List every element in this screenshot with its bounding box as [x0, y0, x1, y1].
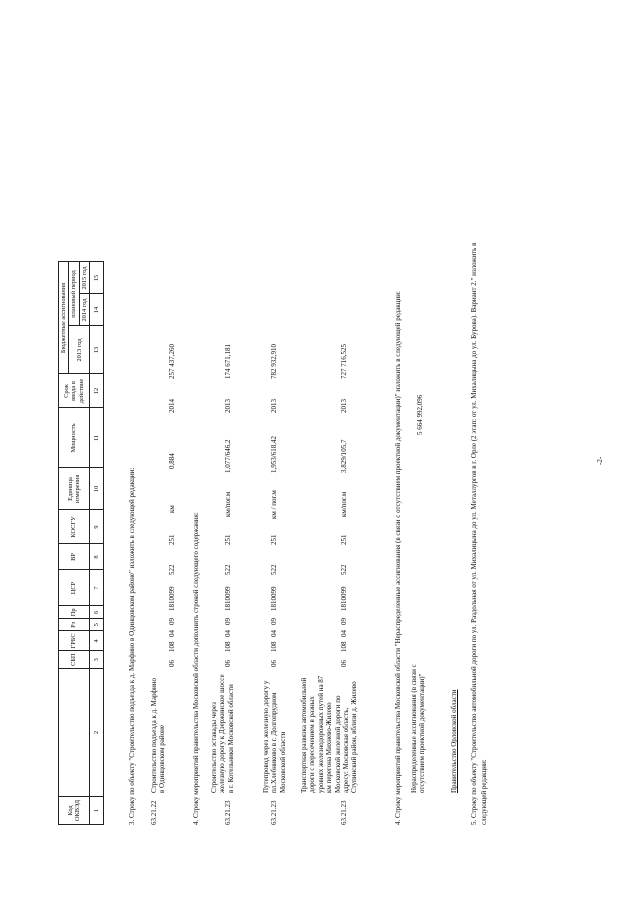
row-pr: 09	[270, 618, 278, 625]
row-capacity: 3,829/105,7	[340, 439, 348, 473]
header-kosgu: КОСГУ	[59, 510, 90, 544]
col-num: 7	[90, 570, 104, 606]
row-csr: 1810099	[340, 586, 348, 611]
row-kosgu: 251	[168, 534, 176, 545]
row-unit: км	[168, 505, 176, 513]
header-grbs: ГРБС	[59, 631, 90, 651]
row-grbs: 108	[270, 641, 278, 652]
row-name: Строительство подъезда к д. Марфино в Одинцовском районе	[150, 677, 167, 793]
header-rz: Рз	[59, 619, 90, 631]
col-num: 10	[90, 468, 104, 510]
row-sbp: 06	[224, 660, 232, 667]
header-okved: Код ОКВЭД	[59, 797, 90, 825]
header-2015: 2015 год	[79, 262, 89, 294]
col-num: 14	[90, 294, 104, 326]
header-2014: 2014 год	[79, 294, 89, 326]
row-sbp: 06	[270, 660, 278, 667]
col-num: 1	[90, 797, 104, 825]
col-num: 13	[90, 326, 104, 374]
col-num: 15	[90, 262, 104, 294]
row-unit: км/пог.м	[224, 491, 232, 517]
row-name: Транспортная развязка автомобильной дороги с пересечением в разных уровнях железнодорожных путей на 87 км перегона Михнево-Жилево Московской железной дороги по адресу: Московская область, Ступинский район, вблизи д. Жилево	[300, 675, 359, 793]
col-num: 11	[90, 408, 104, 468]
col-num: 3	[90, 651, 104, 669]
column-number-row	[90, 262, 104, 825]
row-unit: км / пог.м	[270, 490, 278, 519]
row-csr: 1810099	[224, 586, 232, 611]
row-rz: 04	[168, 630, 176, 637]
col-num: 12	[90, 374, 104, 408]
orel-heading: Правительство Орловской области	[450, 689, 458, 793]
col-num: 2	[90, 669, 104, 797]
row-pr: 09	[340, 618, 348, 625]
row-pr: 09	[168, 618, 176, 625]
row-csr: 1810099	[270, 586, 278, 611]
row-vr: 522	[340, 564, 348, 575]
row-name: Строительство эстакады через железную дорогу к Дзержинское шоссе в г. Котельники Московской области	[210, 674, 235, 793]
section-5-line-2: следующей редакции:	[480, 759, 488, 825]
section-5-line-1: 5. Строку по объекту "Строительство автомобильной дороги по ул. Раздольная от ул. Михалицына до ул. Металлургов в г. Орле (2 этап: от ул. Михалицына до ул. Бурова). Вариант 2." изложить в	[470, 242, 478, 825]
header-row-1	[59, 262, 69, 825]
row-kosgu: 251	[224, 534, 232, 545]
col-num: 9	[90, 510, 104, 544]
row-2013: 174 671,181	[224, 344, 232, 379]
header-budget: Бюджетные ассигнования	[59, 262, 69, 374]
row-2013: 727 716,525	[340, 344, 348, 379]
header-unit: Единица измерения	[59, 468, 90, 510]
row-grbs: 108	[168, 641, 176, 652]
row-grbs: 108	[340, 641, 348, 652]
row-capacity: 1,953/618,42	[270, 436, 278, 473]
row-capacity: 0,884	[168, 453, 176, 469]
row-name: Путепровод через железную дорогу у пл.Хлебниково в г. Долгопрудном Московской области	[262, 680, 287, 793]
unallocated-2013: 5 664 992,096	[416, 394, 424, 435]
col-num: 8	[90, 544, 104, 570]
row-okved: 63.21.22	[150, 800, 158, 825]
section-4b-text: 4. Строку мероприятий правительства Московской области "Нераспределенные ассигнования (в связи с отсутствием проектной документации)" изложить в следующей редакции:	[394, 291, 402, 825]
section-4a-text: 4. Строку мероприятий правительства Московской области дополнить строкой следующего содержания:	[192, 512, 200, 825]
row-term: 2014	[168, 399, 176, 413]
row-2013: 782 932,910	[270, 344, 278, 379]
row-vr: 522	[270, 564, 278, 575]
row-vr: 522	[224, 564, 232, 575]
row-csr: 1810099	[168, 586, 176, 611]
unallocated-name: Нераспределенные ассигнования (в связи с отсутствием проектной документации)"	[410, 664, 427, 793]
row-sbp: 06	[340, 660, 348, 667]
header-sbp: СБП	[59, 651, 90, 669]
row-grbs: 108	[224, 641, 232, 652]
col-num: 6	[90, 606, 104, 619]
row-rz: 04	[340, 630, 348, 637]
header-2013: 2013 год	[69, 326, 90, 374]
row-vr: 522	[168, 564, 176, 575]
header-name	[59, 669, 90, 797]
col-num: 5	[90, 619, 104, 631]
row-kosgu: 251	[340, 534, 348, 545]
row-term: 2013	[270, 399, 278, 413]
header-pr: Пр	[59, 606, 90, 619]
header-plan: плановый период	[69, 262, 79, 326]
row-term: 2013	[340, 399, 348, 413]
header-term: Срок ввода в действие	[59, 374, 90, 408]
header-csr: ЦСР	[59, 570, 90, 606]
row-okved: 63.21.23	[340, 800, 348, 825]
budget-table	[58, 261, 104, 825]
row-rz: 04	[224, 630, 232, 637]
row-kosgu: 251	[270, 534, 278, 545]
section-3-text: 3. Строку по объекту "Строительство подъезда к д. Марфино в Одинцовском районе" изложить в следующей редакции:	[128, 467, 136, 825]
row-term: 2013	[224, 399, 232, 413]
row-2013: 257 437,260	[168, 344, 176, 379]
row-okved: 63.21.23	[270, 800, 278, 825]
row-capacity: 1,077/646,2	[224, 439, 232, 473]
row-sbp: 06	[168, 660, 176, 667]
page-number: -2-	[596, 456, 604, 465]
row-okved: 63.21.23	[224, 800, 232, 825]
header-capacity: Мощность	[59, 408, 90, 468]
row-pr: 09	[224, 618, 232, 625]
row-unit: км/пог.м	[340, 491, 348, 517]
row-rz: 04	[270, 630, 278, 637]
col-num: 4	[90, 631, 104, 651]
header-vr: ВР	[59, 544, 90, 570]
